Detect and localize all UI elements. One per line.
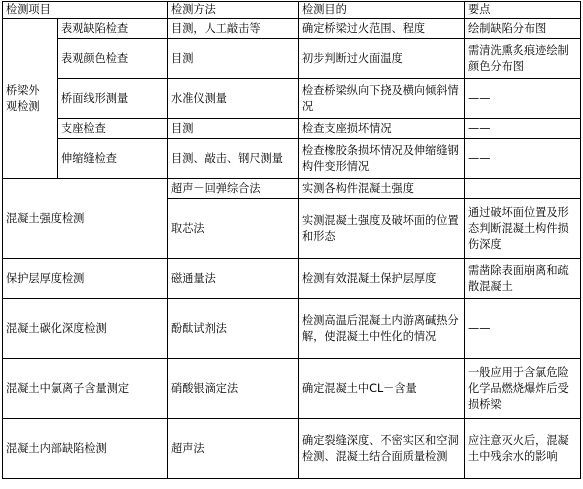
cell-key-points (465, 179, 581, 199)
table-row (3, 139, 581, 179)
cell-method: 磁通量法 (168, 259, 299, 299)
cell-purpose: 检查桥梁纵向下挠及横向倾斜情况 (299, 79, 465, 119)
cell-key-points: 通过破坏面位置及形态判断混凝土构件损伤深度 (465, 199, 581, 259)
cell-key-points: 绘制缺陷分布图 (465, 19, 581, 39)
cell-purpose: 初步判断过火面温度 (299, 39, 465, 79)
cell-method: 超声法 (168, 419, 299, 479)
cell-key-points: —— (465, 119, 581, 139)
table-row (3, 259, 581, 299)
category-concrete-strength: 混凝土强度检测 (3, 179, 168, 259)
cell-item: 混凝土中氯离子含量测定 (3, 359, 168, 419)
header-row (3, 2, 581, 19)
cell-method: 目测、敲击、钢尺测量 (168, 139, 299, 179)
table-row (3, 119, 581, 139)
inspection-table (2, 1, 581, 479)
cell-item: 表观颜色检查 (58, 39, 168, 79)
header-key-points: 要点 (465, 2, 581, 19)
header-method: 检测方法 (168, 2, 299, 19)
cell-key-points: —— (465, 299, 581, 359)
cell-key-points: 需凿除表面崩离和疏散混凝土 (465, 259, 581, 299)
cell-item: 混凝土内部缺陷检测 (3, 419, 168, 479)
cell-purpose: 实测混凝土强度及破坏面的位置和形态 (299, 199, 465, 259)
cell-method: 超声－回弹综合法 (168, 179, 299, 199)
cell-key-points: 一般应用于含氯危险化学品燃烧爆炸后受损桥梁 (465, 359, 581, 419)
table-row (3, 419, 581, 479)
cell-method: 水准仪测量 (168, 79, 299, 119)
category-bridge-appearance: 桥梁外观检测 (3, 19, 58, 179)
table-row (3, 19, 581, 39)
cell-method: 目测 (168, 39, 299, 79)
cell-method: 目测 (168, 119, 299, 139)
cell-purpose: 实测各构件混凝土强度 (299, 179, 465, 199)
cell-purpose: 确定裂缝深度、不密实区和空洞检测、混凝土结合面质量检测 (299, 419, 465, 479)
cell-method: 目测，人工敲击等 (168, 19, 299, 39)
cell-method: 酚酞试剂法 (168, 299, 299, 359)
cell-purpose: 检查橡胶条损坏情况及伸缩缝钢构件变形情况 (299, 139, 465, 179)
cell-key-points: 需清洗熏炙痕迹绘制颜色分布图 (465, 39, 581, 79)
cell-item: 保护层厚度检测 (3, 259, 168, 299)
cell-purpose: 检测高温后混凝土内游离碱热分解，使混凝土中性化的情况 (299, 299, 465, 359)
table-row (3, 299, 581, 359)
table-row (3, 79, 581, 119)
cell-item: 桥面线形测量 (58, 79, 168, 119)
cell-key-points: 应注意灭火后，混凝土中残余水的影响 (465, 419, 581, 479)
table-row (3, 179, 581, 199)
header-purpose: 检测目的 (299, 2, 465, 19)
cell-method: 硝酸银滴定法 (168, 359, 299, 419)
table-row (3, 359, 581, 419)
cell-purpose: 检查支座损坏情况 (299, 119, 465, 139)
cell-item: 混凝土碳化深度检测 (3, 299, 168, 359)
cell-purpose: 确定混凝土中CL－含量 (299, 359, 465, 419)
cell-purpose: 检测有效混凝土保护层厚度 (299, 259, 465, 299)
cell-purpose: 确定桥梁过火范围、程度 (299, 19, 465, 39)
cell-item: 支座检查 (58, 119, 168, 139)
cell-item: 伸缩缝检查 (58, 139, 168, 179)
table-row (3, 39, 581, 79)
cell-key-points: —— (465, 139, 581, 179)
header-item: 检测项目 (3, 2, 168, 19)
cell-method: 取芯法 (168, 199, 299, 259)
cell-key-points: —— (465, 79, 581, 119)
cell-item: 表观缺陷检查 (58, 19, 168, 39)
